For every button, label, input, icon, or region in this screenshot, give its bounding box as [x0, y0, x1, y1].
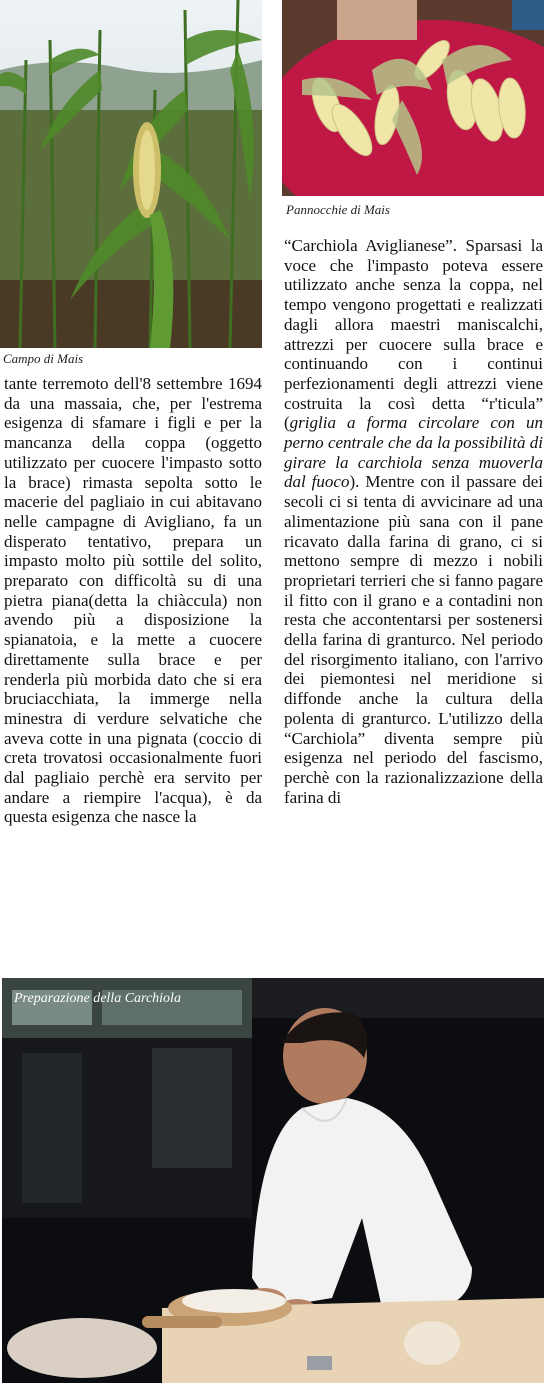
right-text-before: “Carchiola Aviglianese”. Sparsasi la voce che l'impasto poteva essere utilizzato anche senza la coppa, nel tempo vengono progettati e realizzati dagli allora maestri maniscalchi, attrezzi per cuocere sulla brace e continuando con i continui perfezionamenti degli attrezzi viene costruita la così detta “r'ticula” ( [284, 236, 543, 433]
right-column-paragraph [284, 236, 543, 807]
preparation-photo [2, 978, 544, 1383]
right-text-column [284, 236, 543, 807]
left-column-paragraph: tante terremoto dell'8 settembre 1694 da una massaia, che, per l'estrema esigenza di sfamare i figli e per la mancanza della coppa (oggetto utilizzato per cuocere l'impasto sotto la brace) rimasta sepolta sotto le macerie del pagliaio in cui abitavano nelle campagne di Avigliano, fa un disperato tentativo, prepara un impasto molto più sottile del solito, preparato con difficoltà su di una pietra piana(detta la chiàccula) non avendo più a disposizione la spianatoia, e la mette a cuocere direttamente sulla brace e per renderla più morbida dato che si era bruciacchiata, la immerge nella minestra di verdure selvatiche che aveva cotte in una pignata (coccio di creta trovatosi occasionalmente fuori dal pagliaio perchè era servito per andare a riempire l'acqua), è da questa esigenza che nasce la [4, 374, 262, 827]
right-text-after: ). Mentre con il passare dei secoli ci si tenta di avvicinare ad una alimentazione più sana con il pane ricavato dalla farina di grano, ci si mettono sempre di mezzo i nobili proprietari terrieri che si fanno pagare il fitto con il grano e a contadini non resta che accontentarsi per sostenersi della farina di granturco. Nel periodo del risorgimento italiano, con l'arrivo dei piemontesi nel meridione si diffonde anche la cultura della polenta di granturco. L'utilizzo della “Carchiola” diventa sempre più esigenza nel periodo del fascismo, perchè con la razionalizzazione della farina di [284, 472, 543, 807]
corn-cobs-caption: Pannocchie di Mais [286, 202, 390, 217]
left-text-column [4, 374, 262, 827]
right-text-italic: griglia a forma circolare con un perno centrale che da la possibilità di girare la carchiola senza muoverla dal fuoco [284, 413, 543, 492]
corn-cobs-photo [282, 0, 544, 196]
preparation-caption: Preparazione della Carchiola [14, 991, 181, 1006]
corn-field-caption: Campo di Mais [3, 351, 84, 366]
corn-field-photo [0, 0, 262, 348]
